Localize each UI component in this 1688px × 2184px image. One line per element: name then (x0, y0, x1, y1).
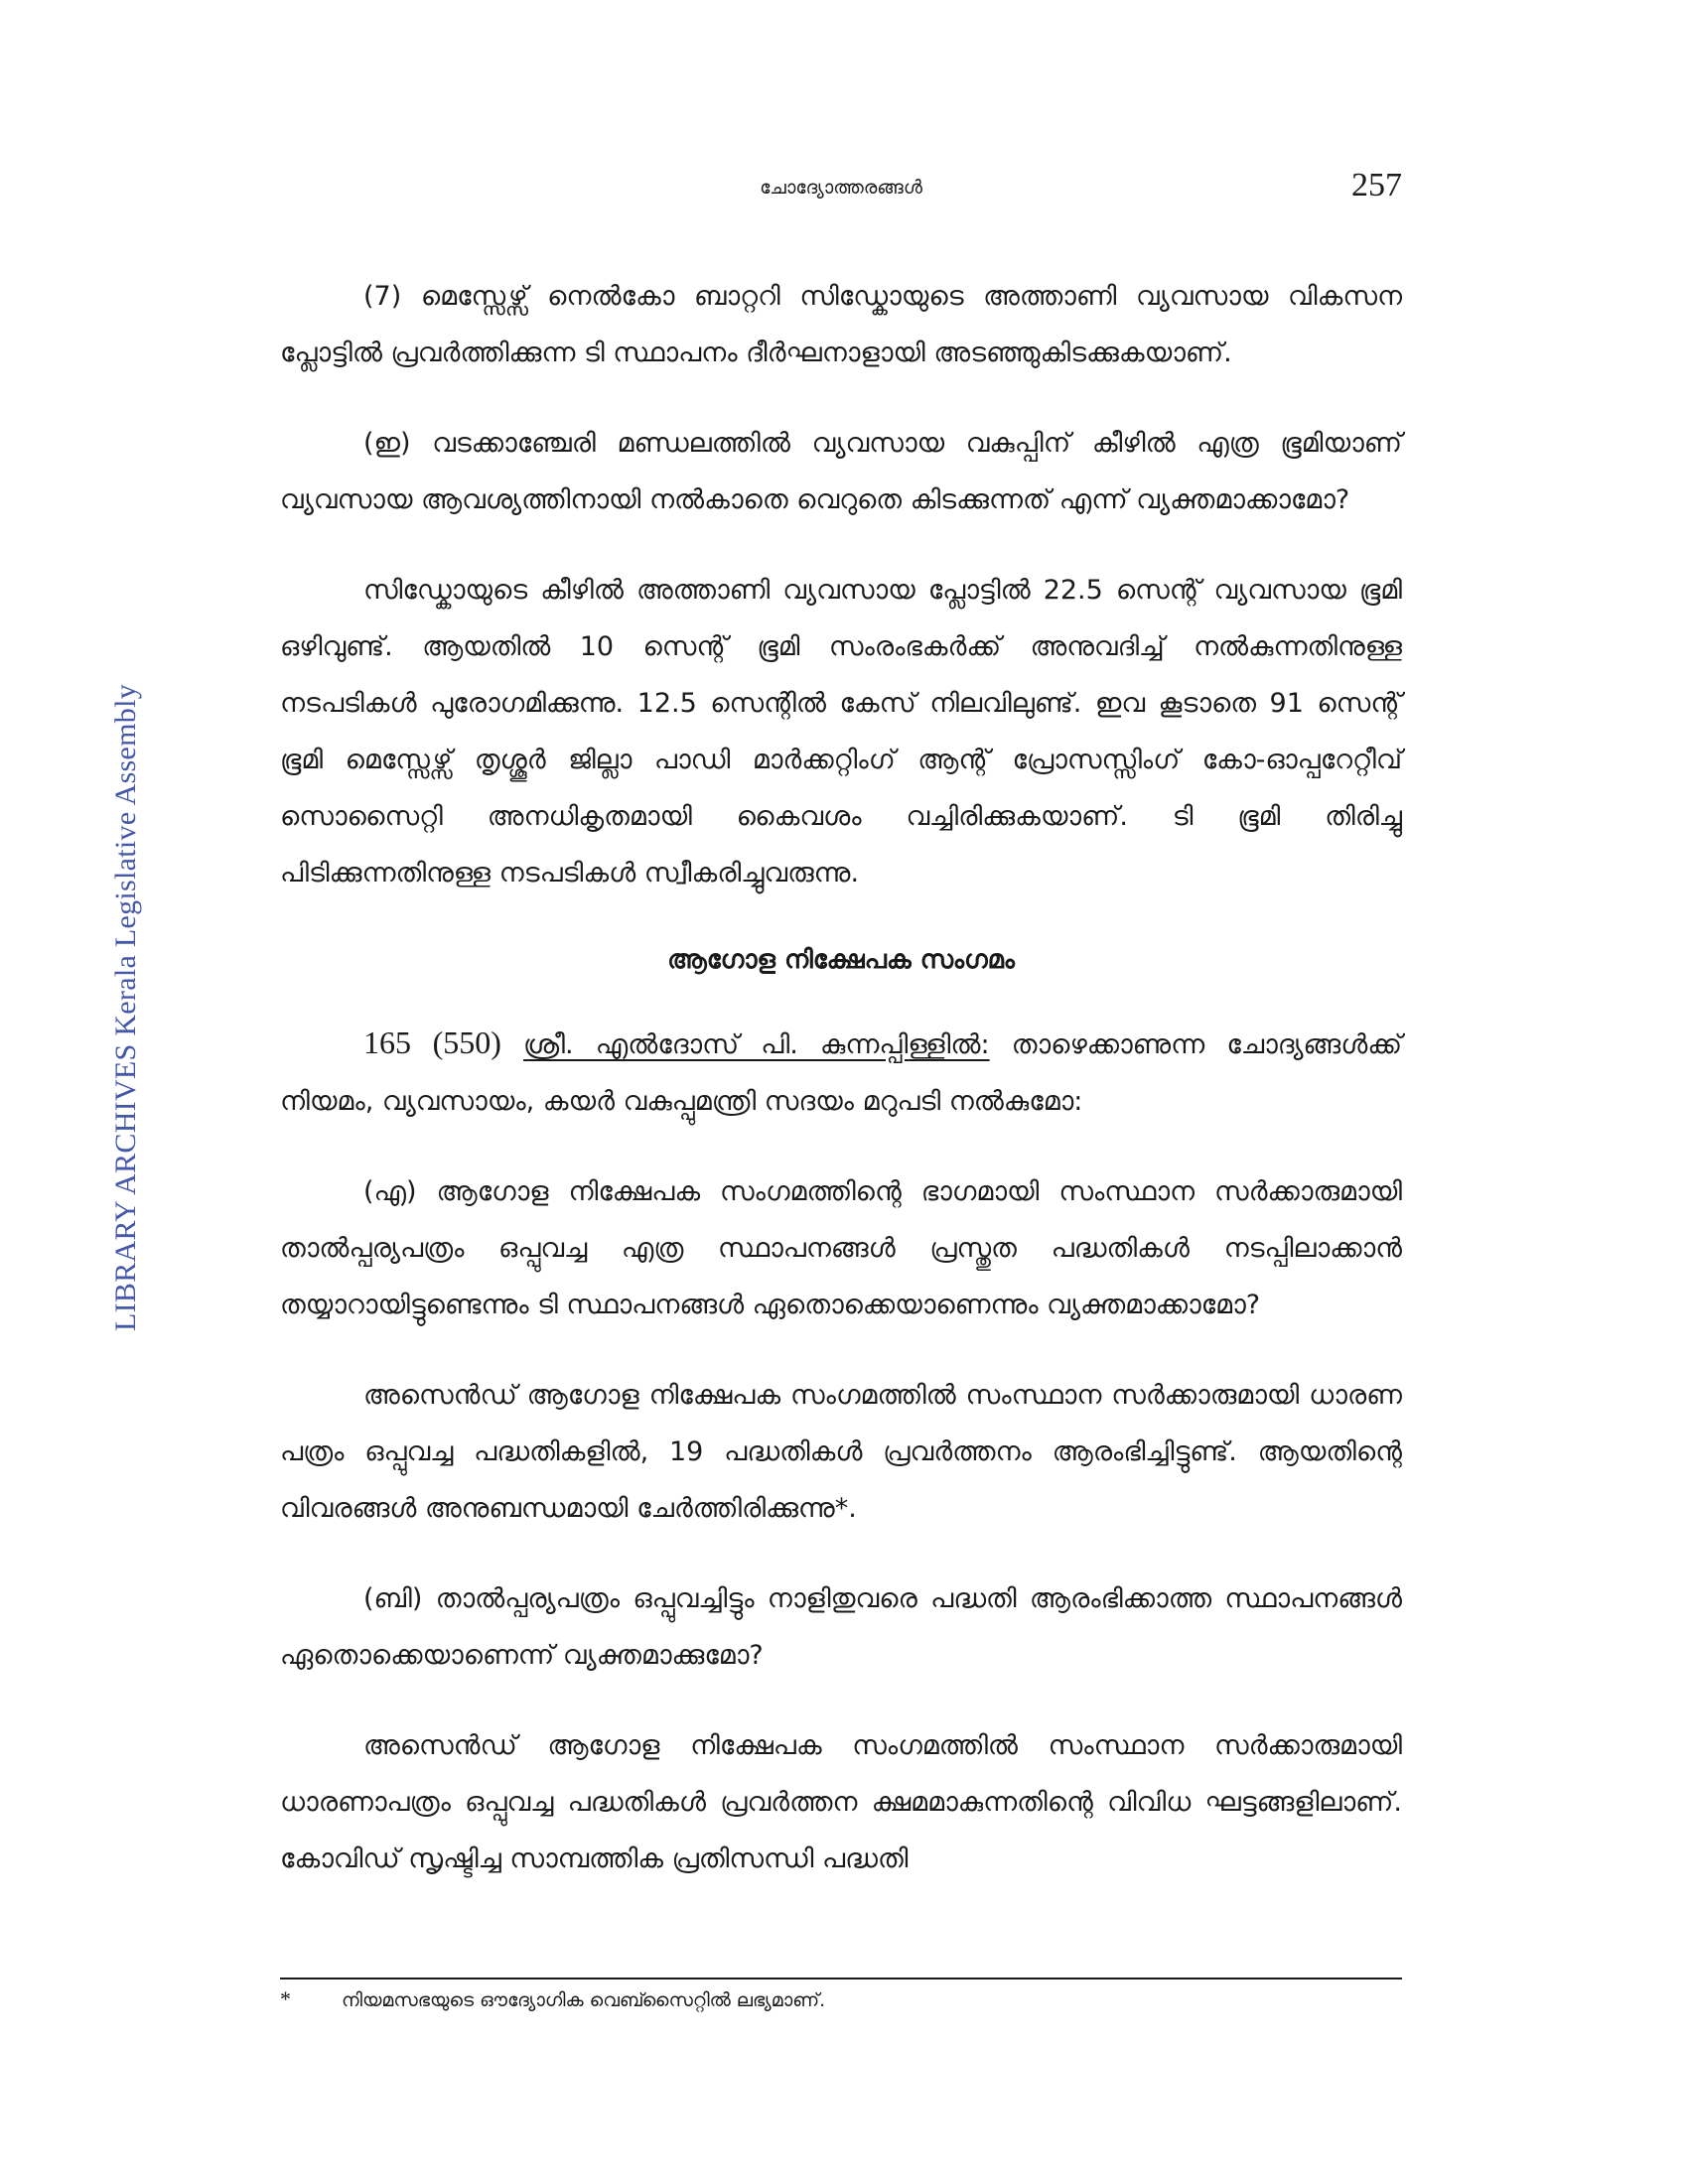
page-body (280, 268, 1402, 1887)
paragraph-question-b: (ബി) താൽപ്പര്യപത്രം ഒപ്പുവച്ചിട്ടും നാളിതുവരെ പദ്ധതി ആരംഭിക്കാത്ത സ്ഥാപനങ്ങൾ ഏതൊക്കെയാണെന്ന് വ്യക്തമാക്കുമോ? (280, 1583, 1402, 1671)
section-heading: ആഗോള നിക്ഷേപക സംഗമം (667, 945, 1015, 975)
paragraph-answer-b: അസെൻഡ് ആഗോള നിക്ഷേപക സംഗമത്തിൽ സംസ്ഥാന സർക്കാരുമായി ധാരണാപത്രം ഒപ്പുവച്ച പദ്ധതികൾ പ്രവർത്തന ക്ഷമമാകുന്നതിന്റെ വിവിധ ഘട്ടങ്ങളിലാണ്. കോവിഡ് സൃഷ്ടിച്ച സാമ്പത്തിക പ്രതിസന്ധി പദ്ധതി (280, 1730, 1402, 1874)
paragraph-question-e: (ഇ) വടക്കാഞ്ചേരി മണ്ഡലത്തിൽ വ്യവസായ വകുപ്പിന് കീഴിൽ എത്ര ഭൂമിയാണ് വ്യവസായ ആവശ്യത്തിനായി നൽകാതെ വെറുതെ കിടക്കുന്നത് എന്ന് വ്യക്തമാക്കാമോ? (280, 428, 1402, 515)
paragraph-answer-a: അസെൻഡ് ആഗോള നിക്ഷേപക സംഗമത്തിൽ സംസ്ഥാന സർക്കാരുമായി ധാരണ പത്രം ഒപ്പുവച്ച പദ്ധതികളിൽ, 19 പദ്ധതികൾ പ്രവർത്തനം ആരംഭിച്ചിട്ടുണ്ട്. ആയതിന്റെ വിവരങ്ങൾ അനുബന്ധമായി ചേർത്തിരിക്കുന്നു*. (280, 1380, 1402, 1524)
page-number: 257 (1351, 167, 1402, 204)
footnote-mark: * (280, 1986, 291, 2011)
question-intro (280, 1015, 1402, 1130)
paragraph-answer-7: (7) മെസ്സേഴ്സ് നെൽകോ ബാറ്ററി സിഡ്കോയുടെ അത്താണി വ്യവസായ വികസന പ്ലോട്ടിൽ പ്രവർത്തിക്കുന്ന ടി സ്ഥാപനം ദീർഘനാളായി അടഞ്ഞുകിടക്കുകയാണ്. (280, 281, 1402, 368)
question-number: 165 (550) (363, 1024, 501, 1060)
footnote (280, 1978, 1402, 2014)
paragraph-answer-e: സിഡ്കോയുടെ കീഴിൽ അത്താണി വ്യവസായ പ്ലോട്ടിൽ 22.5 സെന്റ് വ്യവസായ ഭൂമി ഒഴിവുണ്ട്. ആയതിൽ 10 സെന്റ് ഭൂമി സംരംഭകർക്ക് അനുവദിച്ച് നൽകുന്നതിനുള്ള നടപടികൾ പുരോഗമിക്കുന്നു. 12.5 സെന്റിൽ കേസ് നിലവിലുണ്ട്. ഇവ കൂടാതെ 91 സെന്റ് ഭൂമി മെസ്സേഴ്സ് തൃശ്ശൂർ ജില്ലാ പാഡി മാർക്കറ്റിംഗ് ആന്റ് പ്രോസസ്സിംഗ് കോ-ഓപ്പറേറ്റീവ് സൊസൈറ്റി അനധികൃതമായി കൈവശം വച്ചിരിക്കുകയാണ്. ടി ഭൂമി തിരിച്ചു പിടിക്കുന്നതിനുള്ള നടപടികൾ സ്വീകരിച്ചുവരുന്നു. (280, 575, 1402, 888)
footnote-text: നിയമസഭയുടെ ഔദ്യോഗിക വെബ്സൈറ്റിൽ ലഭ്യമാണ്. (342, 1989, 826, 2011)
archive-watermark: LIBRARY ARCHIVES Kerala Legislative Assembly (109, 683, 142, 1332)
footnote-rule (280, 1978, 1402, 1979)
footnote-text-line (280, 1985, 1402, 2014)
question-intro-text: താഴെക്കാണുന്ന ചോദ്യങ്ങൾക്ക് നിയമം, വ്യവസായം, കയർ വകുപ്പുമന്ത്രി സദയം മറുപടി നൽകുമോ: (280, 1029, 1402, 1117)
member-name: ശ്രീ. എൽദോസ് പി. കുന്നപ്പിള്ളിൽ: (523, 1029, 990, 1060)
running-title: ചോദ്യോത്തരങ്ങൾ (760, 177, 922, 199)
running-header (280, 167, 1402, 210)
paragraph-question-a: (എ) ആഗോള നിക്ഷേപക സംഗമത്തിന്റെ ഭാഗമായി സംസ്ഥാന സർക്കാരുമായി താൽപ്പര്യപത്രം ഒപ്പുവച്ച എത്ര സ്ഥാപനങ്ങൾ പ്രസ്തുത പദ്ധതികൾ നടപ്പിലാക്കാൻ തയ്യാറായിട്ടുണ്ടെന്നും ടി സ്ഥാപനങ്ങൾ ഏതൊക്കെയാണെന്നും വ്യക്തമാക്കാമോ? (280, 1176, 1402, 1320)
